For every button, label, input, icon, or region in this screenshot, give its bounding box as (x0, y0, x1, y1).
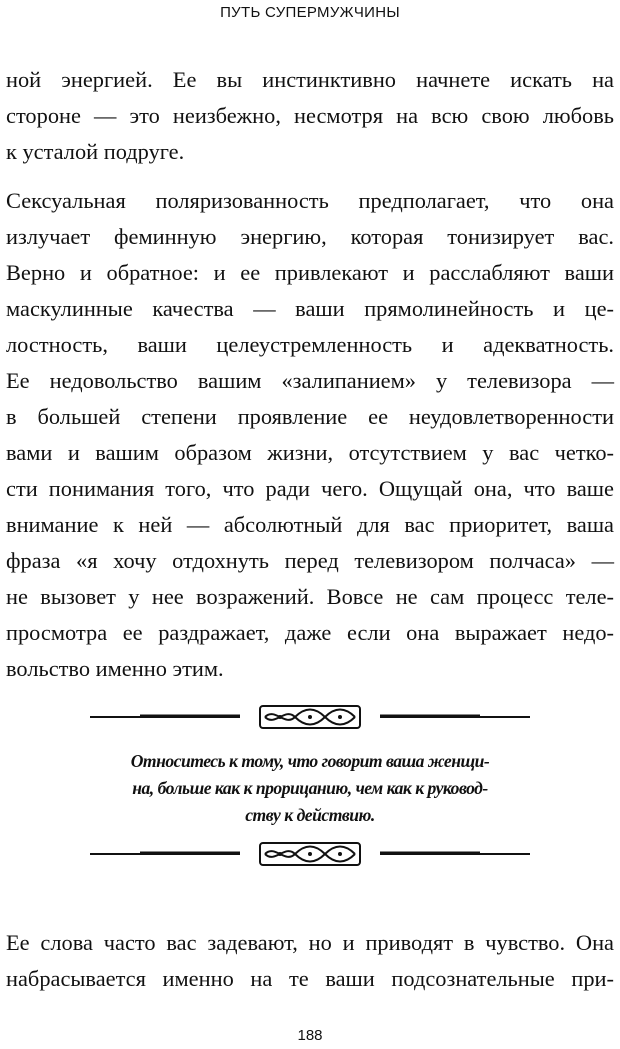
celtic-knot-ornament-icon (80, 839, 540, 869)
text-line: внимание к ней — абсолютный для вас приоритет, ваша (6, 512, 614, 537)
text-line: к усталой подруге. (6, 139, 185, 164)
ornament-divider-bottom (80, 839, 540, 869)
text-line: Верно и обратное: и ее привлекают и расслабляют ваши (6, 260, 614, 285)
text-line: просмотра ее раздражает, даже если она выражает недо- (6, 620, 614, 645)
text-line: Ее слова часто вас задевают, но и приводят в чувство. Она (6, 930, 614, 955)
text-line: стороне — это неизбежно, несмотря на всю свою любовь (6, 103, 614, 128)
text-line: фраза «я хочу отдохнуть перед телевизором полчаса» — (6, 548, 614, 573)
page-number: 188 (297, 1027, 323, 1044)
paragraph-2 (6, 183, 614, 687)
text-line: Ее недовольство вашим «залипанием» у телевизора — (6, 368, 614, 393)
text-line: лостность, ваши целеустремленность и адекватность. (6, 332, 614, 357)
quote-line: ству к действию. (245, 805, 375, 825)
text-line: не вызовет у нее возражений. Вовсе не сам процесс теле- (6, 584, 614, 609)
celtic-knot-ornament-icon (80, 702, 540, 732)
text-line: Сексуальная поляризованность предполагает, что она (6, 188, 614, 213)
text-line: излучает феминную энергию, которая тонизирует вас. (6, 224, 614, 249)
text-line: вольство именно этим. (6, 656, 224, 681)
pull-quote (70, 748, 550, 829)
text-line: сти понимания того, что ради чего. Ощущай она, что ваше (6, 476, 614, 501)
paragraph-1 (6, 62, 614, 170)
text-line: вами и вашим образом жизни, отсутствием у вас четко- (6, 440, 614, 465)
quote-line: Относитесь к тому, что говорит ваша женщи- (130, 751, 490, 771)
running-header: ПУТЬ СУПЕРМУЖЧИНЫ (220, 4, 400, 21)
text-line: в большей степени проявление ее неудовлетворенности (6, 404, 614, 429)
text-line: маскулинные качества — ваши прямолинейность и це- (6, 296, 614, 321)
paragraph-3 (6, 925, 614, 997)
text-line: ной энергией. Ее вы инстинктивно начнете искать на (6, 67, 614, 92)
quote-line: на, больше как к прорицанию, чем как к руковод- (132, 778, 488, 798)
text-line: набрасывается именно на те ваши подсознательные при- (6, 966, 614, 991)
ornament-divider-top (80, 702, 540, 732)
